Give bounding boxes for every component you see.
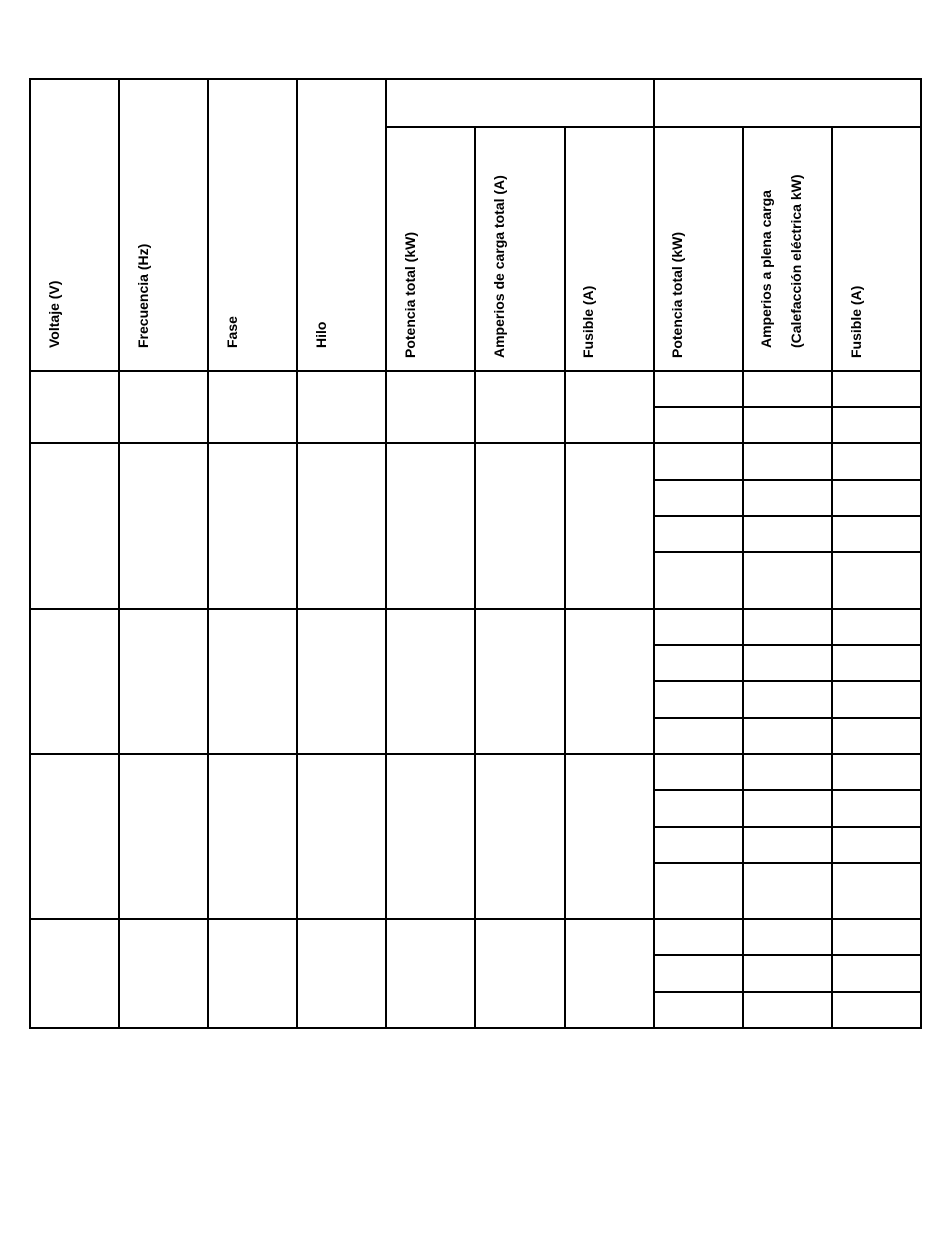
table-line: [653, 680, 922, 682]
header-amperios-line-2: (Calefacción eléctrica kW): [788, 174, 804, 348]
table-line: [653, 789, 922, 791]
header-amperios-line-1: Amperios a plena carga: [758, 190, 774, 348]
table-line: [29, 918, 922, 920]
table-line: [29, 442, 922, 444]
table-line: [653, 862, 922, 864]
table-line: [920, 78, 922, 1029]
table-line: [29, 78, 31, 1029]
table-line: [653, 954, 922, 956]
table-line: [653, 78, 655, 1029]
table-line: [29, 753, 922, 755]
table-line: [29, 370, 922, 372]
table-line: [29, 1027, 922, 1029]
table-line: [653, 826, 922, 828]
group-header-1: [387, 80, 653, 126]
table-line: [564, 126, 566, 1029]
table-line: [296, 78, 298, 1029]
table-line: [653, 551, 922, 553]
table-line: [653, 644, 922, 646]
table-line: [29, 608, 922, 610]
table-line: [207, 78, 209, 1029]
table-line: [653, 406, 922, 408]
table-line: [474, 126, 476, 1029]
table-line: [653, 479, 922, 481]
table-line: [118, 78, 120, 1029]
table-line: [831, 126, 833, 1029]
table-line: [653, 515, 922, 517]
table-line: [742, 126, 744, 1029]
table-line: [385, 78, 387, 1029]
table-line: [653, 991, 922, 993]
table-line: [653, 717, 922, 719]
group-header-2: [655, 80, 920, 126]
table-line: [385, 126, 922, 128]
